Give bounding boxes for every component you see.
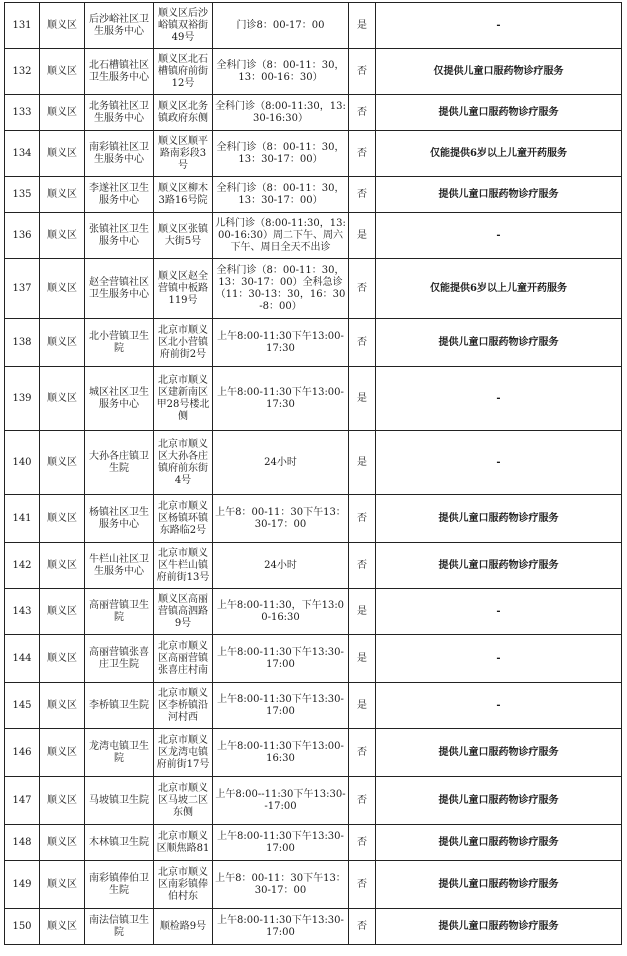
district-cell: 顺义区 bbox=[40, 367, 85, 431]
address-cell: 北京市顺义区建新南区甲28号楼北侧 bbox=[154, 367, 213, 431]
table-row bbox=[5, 131, 622, 177]
row-number: 141 bbox=[5, 495, 40, 543]
address-cell: 顺义区北石槽镇府前街12号 bbox=[154, 49, 213, 95]
address-cell: 北京市顺义区南彩镇俸伯村东 bbox=[154, 861, 213, 909]
service-cell: - bbox=[376, 589, 622, 635]
address-cell: 北京市顺义区李桥镇沿河村西 bbox=[154, 683, 213, 729]
row-number: 142 bbox=[5, 543, 40, 589]
clinic-name-cell: 龙湾屯镇卫生院 bbox=[85, 729, 154, 777]
row-number: 139 bbox=[5, 367, 40, 431]
hours-cell: 上午8:00-11:30下午13:00-17:30 bbox=[213, 319, 349, 367]
clinic-name-cell: 张镇社区卫生服务中心 bbox=[85, 213, 154, 259]
table-row bbox=[5, 95, 622, 131]
clinic-name-cell: 杨镇社区卫生服务中心 bbox=[85, 495, 154, 543]
district-cell: 顺义区 bbox=[40, 909, 85, 945]
address-cell: 顺义区张镇大街5号 bbox=[154, 213, 213, 259]
district-cell: 顺义区 bbox=[40, 131, 85, 177]
table-row bbox=[5, 431, 622, 495]
address-cell: 北京市顺义区牛栏山镇府前街13号 bbox=[154, 543, 213, 589]
address-cell: 北京市顺义区龙湾屯镇府前街17号 bbox=[154, 729, 213, 777]
hours-cell: 上午8:00-11:30下午13:00-17:30 bbox=[213, 367, 349, 431]
district-cell: 顺义区 bbox=[40, 495, 85, 543]
address-cell: 顺义区赵全营镇中板路119号 bbox=[154, 259, 213, 319]
district-cell: 顺义区 bbox=[40, 777, 85, 825]
hours-cell: 上午8:00-11:30下午13:30-17:00 bbox=[213, 683, 349, 729]
clinic-name-cell: 南彩镇社区卫生服务中心 bbox=[85, 131, 154, 177]
hours-cell: 上午8:00-11:30下午13:30-17:00 bbox=[213, 909, 349, 945]
hours-cell: 门诊8：00-17：00 bbox=[213, 3, 349, 49]
hours-cell: 儿科门诊（8:00-11:30，13:00-16:30）周二下午、周六下午、周日全天不出诊 bbox=[213, 213, 349, 259]
hours-cell: 全科门诊（8：00-11：30，13：30-17：00） bbox=[213, 177, 349, 213]
hours-cell: 24小时 bbox=[213, 543, 349, 589]
district-cell: 顺义区 bbox=[40, 49, 85, 95]
table-row bbox=[5, 49, 622, 95]
service-cell: 仅提供儿童口服药物诊疗服务 bbox=[376, 49, 622, 95]
fever-flag-cell: 否 bbox=[349, 861, 376, 909]
service-cell: 仅能提供6岁以上儿童开药服务 bbox=[376, 131, 622, 177]
row-number: 137 bbox=[5, 259, 40, 319]
fever-flag-cell: 否 bbox=[349, 909, 376, 945]
fever-flag-cell: 是 bbox=[349, 431, 376, 495]
row-number: 132 bbox=[5, 49, 40, 95]
row-number: 144 bbox=[5, 635, 40, 683]
district-cell: 顺义区 bbox=[40, 861, 85, 909]
fever-flag-cell: 是 bbox=[349, 213, 376, 259]
table-row bbox=[5, 683, 622, 729]
district-cell: 顺义区 bbox=[40, 431, 85, 495]
hours-cell: 上午8：00-11：30下午13：30-17：00 bbox=[213, 861, 349, 909]
clinic-name-cell: 北务镇社区卫生服务中心 bbox=[85, 95, 154, 131]
clinic-name-cell: 后沙峪社区卫生服务中心 bbox=[85, 3, 154, 49]
fever-flag-cell: 否 bbox=[349, 543, 376, 589]
fever-flag-cell: 是 bbox=[349, 589, 376, 635]
table-row bbox=[5, 213, 622, 259]
service-cell: 仅能提供6岁以上儿童开药服务 bbox=[376, 259, 622, 319]
district-cell: 顺义区 bbox=[40, 543, 85, 589]
hours-cell: 上午8:00--11:30下午13:30--17:00 bbox=[213, 777, 349, 825]
clinic-table bbox=[4, 2, 622, 945]
fever-flag-cell: 否 bbox=[349, 49, 376, 95]
row-number: 136 bbox=[5, 213, 40, 259]
row-number: 135 bbox=[5, 177, 40, 213]
service-cell: - bbox=[376, 3, 622, 49]
address-cell: 北京市顺义区马坡二区东侧 bbox=[154, 777, 213, 825]
fever-flag-cell: 否 bbox=[349, 729, 376, 777]
row-number: 134 bbox=[5, 131, 40, 177]
clinic-name-cell: 赵全营镇社区卫生服务中心 bbox=[85, 259, 154, 319]
hours-cell: 全科门诊（8:00-11:30，13:30-16:30） bbox=[213, 95, 349, 131]
service-cell: 提供儿童口服药物诊疗服务 bbox=[376, 319, 622, 367]
service-cell: - bbox=[376, 367, 622, 431]
hours-cell: 上午8：00-11：30下午13：30-17：00 bbox=[213, 495, 349, 543]
hours-cell: 上午8:00-11:30，下午13:00-16:30 bbox=[213, 589, 349, 635]
hours-cell: 全科门诊（8：00-11：30，13：30-17：00）全科急诊（11：30-13：30，16：30-8：00） bbox=[213, 259, 349, 319]
service-cell: - bbox=[376, 431, 622, 495]
clinic-name-cell: 牛栏山社区卫生服务中心 bbox=[85, 543, 154, 589]
address-cell: 顺义区北务镇政府东侧 bbox=[154, 95, 213, 131]
table-row bbox=[5, 3, 622, 49]
row-number: 131 bbox=[5, 3, 40, 49]
row-number: 150 bbox=[5, 909, 40, 945]
service-cell: 提供儿童口服药物诊疗服务 bbox=[376, 729, 622, 777]
table-row bbox=[5, 825, 622, 861]
clinic-name-cell: 李遂社区卫生服务中心 bbox=[85, 177, 154, 213]
clinic-name-cell: 南法信镇卫生院 bbox=[85, 909, 154, 945]
fever-flag-cell: 是 bbox=[349, 635, 376, 683]
address-cell: 顺义区顺平路南彩段3号 bbox=[154, 131, 213, 177]
clinic-name-cell: 南彩镇俸伯卫生院 bbox=[85, 861, 154, 909]
fever-flag-cell: 否 bbox=[349, 95, 376, 131]
row-number: 147 bbox=[5, 777, 40, 825]
service-cell: 提供儿童口服药物诊疗服务 bbox=[376, 543, 622, 589]
service-cell: - bbox=[376, 683, 622, 729]
district-cell: 顺义区 bbox=[40, 635, 85, 683]
service-cell: - bbox=[376, 213, 622, 259]
table-row bbox=[5, 495, 622, 543]
fever-flag-cell: 否 bbox=[349, 777, 376, 825]
address-cell: 北京市顺义区杨镇环镇东路临2号 bbox=[154, 495, 213, 543]
table-row bbox=[5, 861, 622, 909]
table-row bbox=[5, 729, 622, 777]
service-cell: 提供儿童口服药物诊疗服务 bbox=[376, 95, 622, 131]
row-number: 145 bbox=[5, 683, 40, 729]
row-number: 133 bbox=[5, 95, 40, 131]
clinic-name-cell: 李桥镇卫生院 bbox=[85, 683, 154, 729]
clinic-name-cell: 高丽营镇卫生院 bbox=[85, 589, 154, 635]
table-row bbox=[5, 909, 622, 945]
clinic-name-cell: 北小营镇卫生院 bbox=[85, 319, 154, 367]
row-number: 148 bbox=[5, 825, 40, 861]
hours-cell: 全科门诊（8：00-11：30，13：00-16：30） bbox=[213, 49, 349, 95]
hours-cell: 上午8:00-11:30下午13:30-17:00 bbox=[213, 825, 349, 861]
district-cell: 顺义区 bbox=[40, 177, 85, 213]
table-row bbox=[5, 777, 622, 825]
table-row bbox=[5, 543, 622, 589]
address-cell: 顺义区高丽营镇高泗路9号 bbox=[154, 589, 213, 635]
clinic-name-cell: 大孙各庄镇卫生院 bbox=[85, 431, 154, 495]
address-cell: 顺义区后沙峪镇双裕街49号 bbox=[154, 3, 213, 49]
clinic-table-body bbox=[5, 3, 622, 945]
table-row bbox=[5, 589, 622, 635]
clinic-name-cell: 马坡镇卫生院 bbox=[85, 777, 154, 825]
hours-cell: 全科门诊（8：00-11：30，13：30-17：00） bbox=[213, 131, 349, 177]
clinic-name-cell: 北石槽镇社区卫生服务中心 bbox=[85, 49, 154, 95]
service-cell: 提供儿童口服药物诊疗服务 bbox=[376, 177, 622, 213]
district-cell: 顺义区 bbox=[40, 3, 85, 49]
table-row bbox=[5, 635, 622, 683]
table-row bbox=[5, 367, 622, 431]
service-cell: 提供儿童口服药物诊疗服务 bbox=[376, 909, 622, 945]
district-cell: 顺义区 bbox=[40, 213, 85, 259]
table-row bbox=[5, 177, 622, 213]
address-cell: 北京市顺义区顺焦路81 bbox=[154, 825, 213, 861]
service-cell: - bbox=[376, 635, 622, 683]
district-cell: 顺义区 bbox=[40, 319, 85, 367]
district-cell: 顺义区 bbox=[40, 729, 85, 777]
fever-flag-cell: 否 bbox=[349, 259, 376, 319]
table-row bbox=[5, 319, 622, 367]
fever-flag-cell: 是 bbox=[349, 683, 376, 729]
hours-cell: 24小时 bbox=[213, 431, 349, 495]
table-row bbox=[5, 259, 622, 319]
district-cell: 顺义区 bbox=[40, 589, 85, 635]
address-cell: 顺检路9号 bbox=[154, 909, 213, 945]
district-cell: 顺义区 bbox=[40, 259, 85, 319]
clinic-name-cell: 城区社区卫生服务中心 bbox=[85, 367, 154, 431]
district-cell: 顺义区 bbox=[40, 825, 85, 861]
clinic-name-cell: 木林镇卫生院 bbox=[85, 825, 154, 861]
service-cell: 提供儿童口服药物诊疗服务 bbox=[376, 825, 622, 861]
district-cell: 顺义区 bbox=[40, 95, 85, 131]
row-number: 149 bbox=[5, 861, 40, 909]
fever-flag-cell: 否 bbox=[349, 495, 376, 543]
address-cell: 北京市顺义区北小营镇府前街2号 bbox=[154, 319, 213, 367]
row-number: 138 bbox=[5, 319, 40, 367]
hours-cell: 上午8:00-11:30下午13:00-16:30 bbox=[213, 729, 349, 777]
fever-flag-cell: 否 bbox=[349, 319, 376, 367]
address-cell: 北京市顺义区高丽营镇张喜庄村南 bbox=[154, 635, 213, 683]
hours-cell: 上午8:00-11:30下午13:30-17:00 bbox=[213, 635, 349, 683]
address-cell: 顺义区柳木3路16号院 bbox=[154, 177, 213, 213]
row-number: 146 bbox=[5, 729, 40, 777]
fever-flag-cell: 否 bbox=[349, 177, 376, 213]
row-number: 140 bbox=[5, 431, 40, 495]
address-cell: 北京市顺义区大孙各庄镇府前东街4号 bbox=[154, 431, 213, 495]
clinic-name-cell: 高丽营镇张喜庄卫生院 bbox=[85, 635, 154, 683]
fever-flag-cell: 是 bbox=[349, 3, 376, 49]
district-cell: 顺义区 bbox=[40, 683, 85, 729]
fever-flag-cell: 是 bbox=[349, 367, 376, 431]
service-cell: 提供儿童口服药物诊疗服务 bbox=[376, 861, 622, 909]
row-number: 143 bbox=[5, 589, 40, 635]
service-cell: 提供儿童口服药物诊疗服务 bbox=[376, 777, 622, 825]
fever-flag-cell: 否 bbox=[349, 825, 376, 861]
service-cell: 提供儿童口服药物诊疗服务 bbox=[376, 495, 622, 543]
fever-flag-cell: 否 bbox=[349, 131, 376, 177]
